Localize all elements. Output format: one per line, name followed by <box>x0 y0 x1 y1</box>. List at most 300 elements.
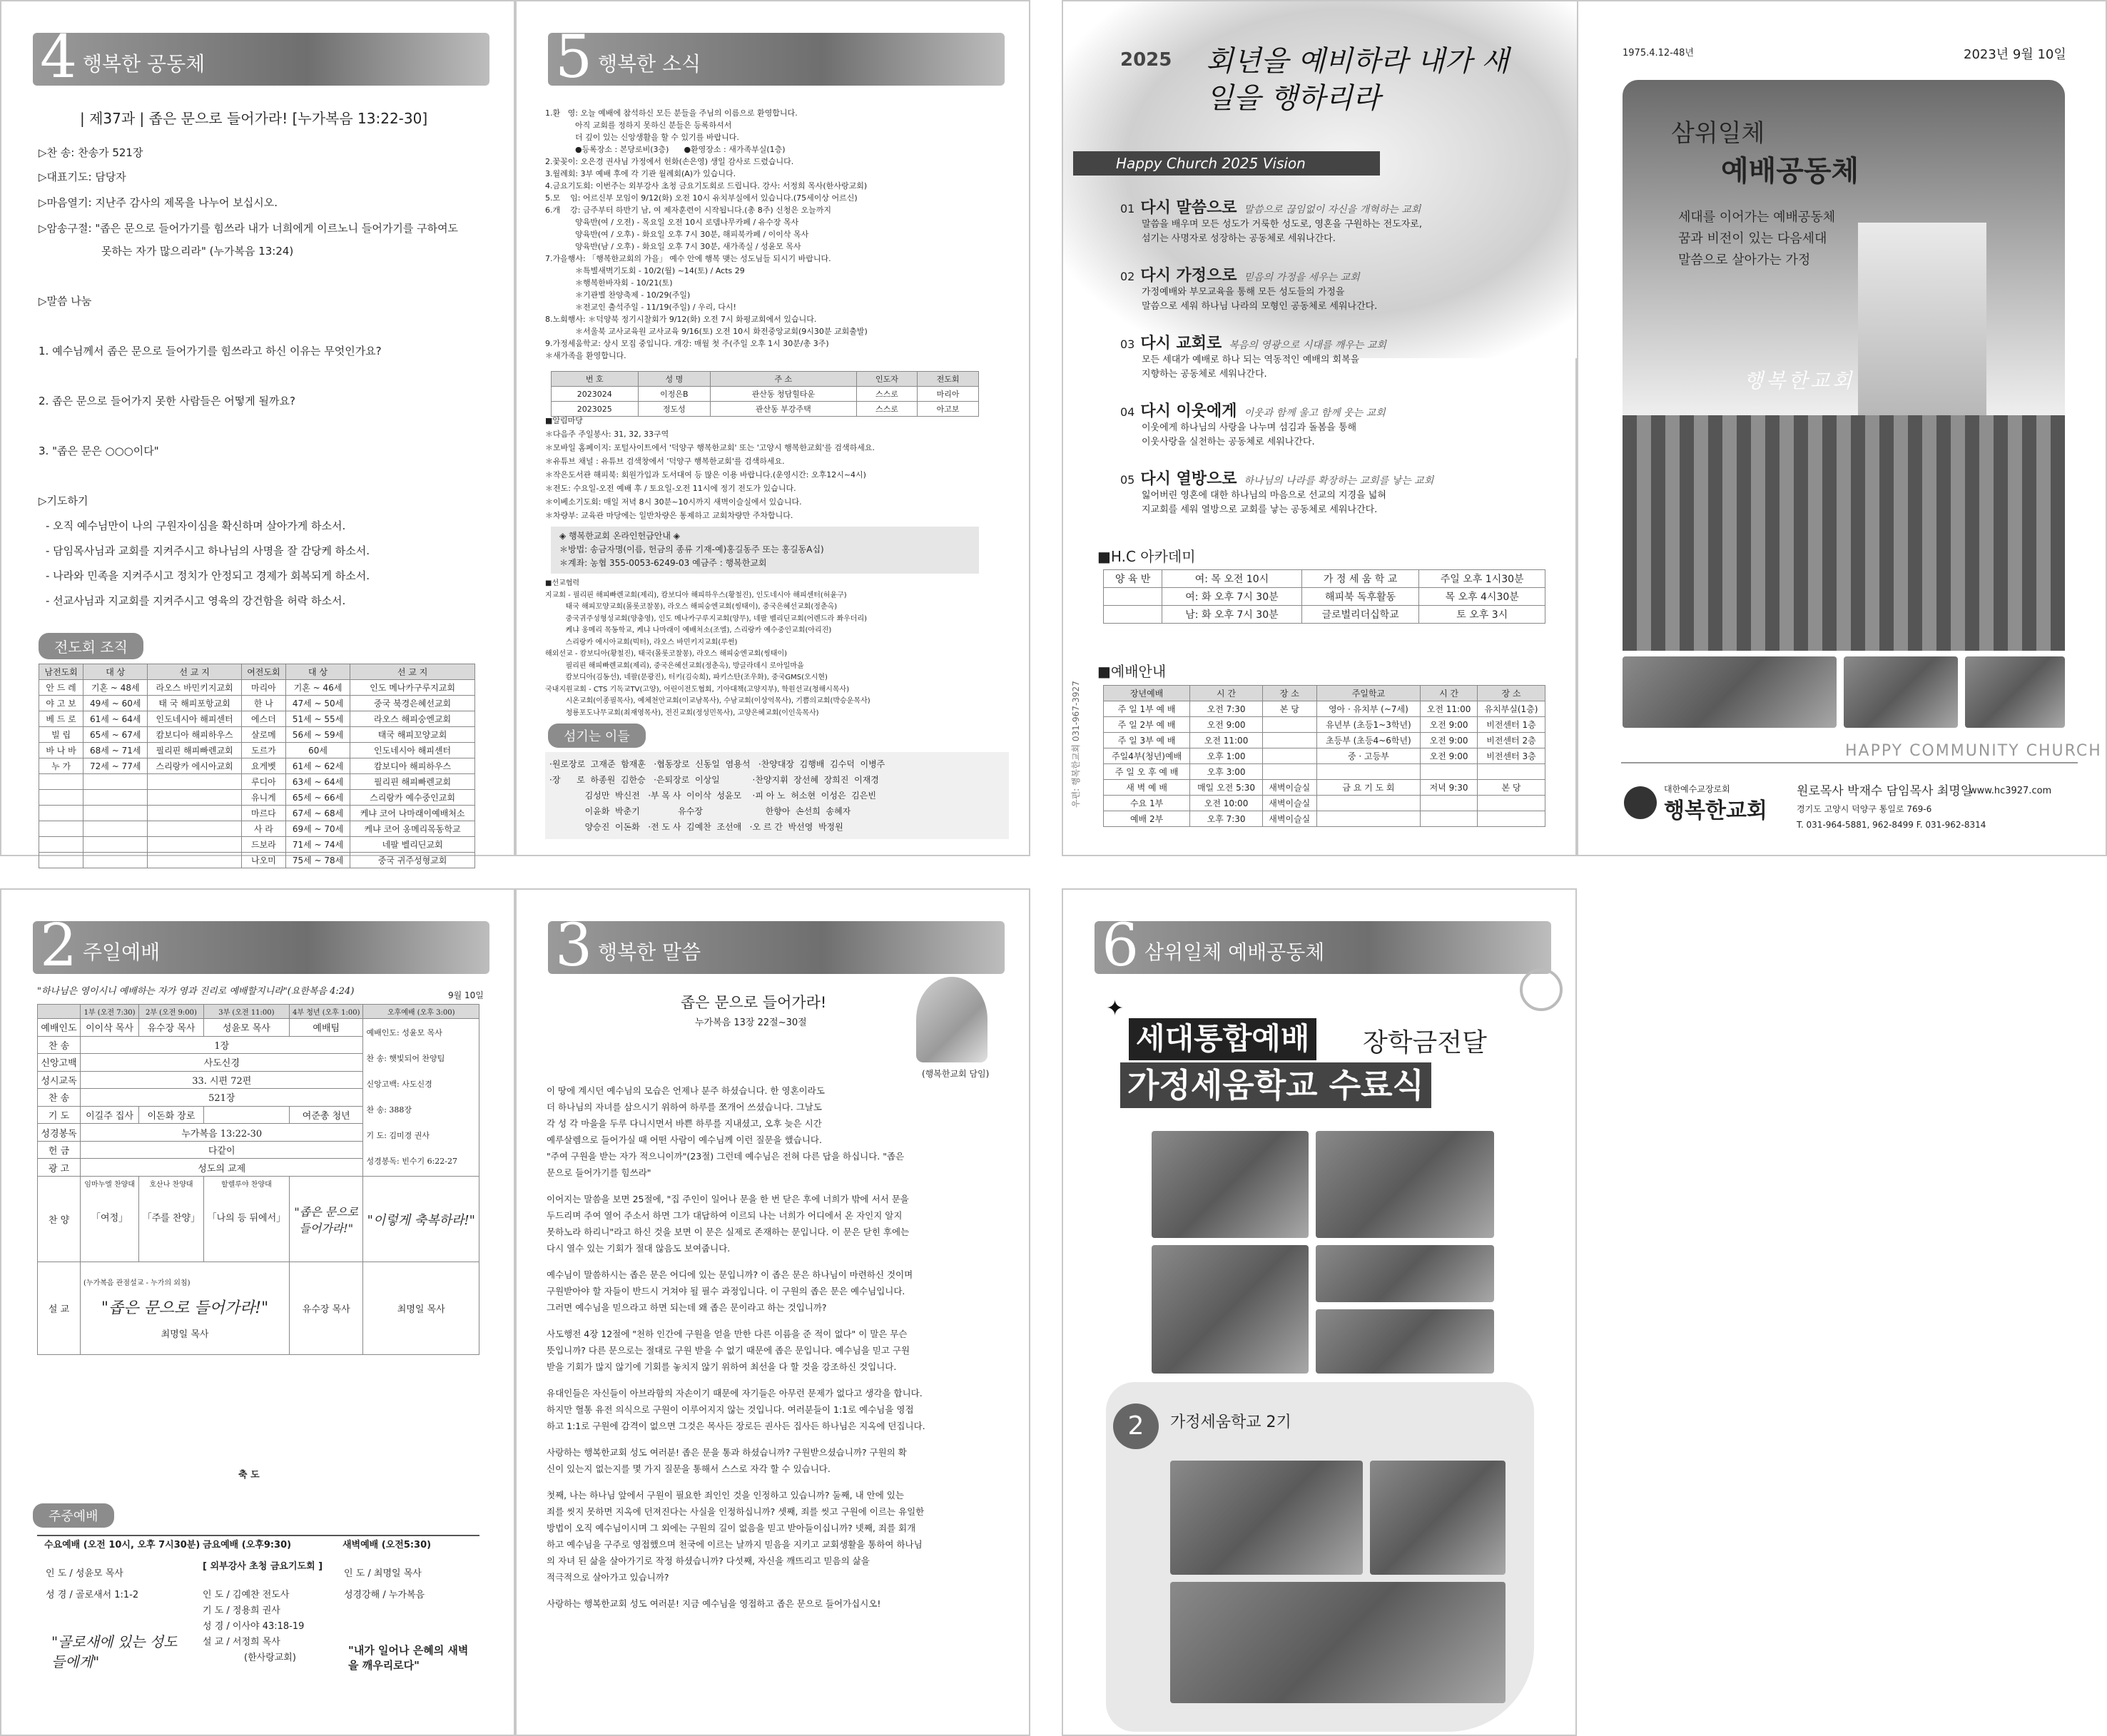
section-title: 행복한 말씀 <box>598 940 701 964</box>
table-cell: 요게벳 <box>241 758 285 774</box>
pastor-photo <box>916 977 988 1062</box>
afternoon-item: 찬 송: 햇빛되어 찬양팀 <box>366 1054 445 1063</box>
choir-name: 할렐루야 찬양대 <box>220 1181 272 1189</box>
table-cell: 나오미 <box>241 853 285 868</box>
table-cell <box>1262 748 1316 764</box>
table-cell: 에스더 <box>241 711 285 727</box>
badge-number: 2 <box>1113 1403 1159 1449</box>
row-label: 성시교독 <box>38 1071 81 1089</box>
row-label: 성경봉독 <box>38 1124 81 1142</box>
table-row <box>39 774 475 790</box>
table-cell: 오전 11:00 <box>1190 733 1263 748</box>
table-row <box>1104 748 1545 764</box>
vision-desc: 지교회를 세워 열방으로 교회를 낳는 공동체로 세워나간다. <box>1142 504 1378 515</box>
worship-order-table <box>37 1004 479 1355</box>
table-cell <box>1421 811 1478 827</box>
row-label: 광 고 <box>38 1159 81 1177</box>
vision-heading <box>1120 331 1563 353</box>
text-line: 더 깊이 있는 신앙생활을 할 수 있기를 바랍니다. <box>545 133 739 142</box>
table-cell: 2023024 <box>552 387 639 402</box>
choir-song: 「나의 등 뒤에서」 <box>207 1213 286 1224</box>
vision-desc: 이웃사랑을 실천하는 공동체로 세워나간다. <box>1142 437 1315 447</box>
text-line: 하지만 혈통 유전 의식으로 구원이 이루어지지 않는 것입니다. 여러분들이 1:1로 예수님을 영접 <box>547 1404 914 1415</box>
table-cell: 도르가 <box>241 743 285 758</box>
table-cell: 65세 ~ 67세 <box>83 727 148 743</box>
text-line: 8.노회행사: ＊덕양북 정기시찰회가 9/12(화) 오전 7시 화평교회에서 있습니다. <box>545 315 817 324</box>
vision-slogan: 회년을 예비하라 내가 새 일을 행하리라 <box>1206 45 1509 115</box>
section-header <box>1095 912 1551 980</box>
table-cell <box>39 774 83 790</box>
table-cell: 글로벌리더십학교 <box>1301 606 1419 624</box>
table-cell: 여준총 청년 <box>290 1106 363 1124</box>
address: 경기도 고양시 덕양구 통일로 769-6 <box>1797 804 1932 814</box>
section-header <box>548 24 1005 91</box>
sermon-paragraph <box>547 1444 1003 1477</box>
table-cell: 유수장 목사 <box>139 1019 204 1037</box>
sermon-speaker: 최명일 목사 <box>161 1329 209 1340</box>
table-cell: 본 당 <box>1477 780 1545 796</box>
sermon-title: 좁은 문으로 들어가라! <box>681 994 827 1011</box>
table-cell: 성도의 교제 <box>81 1159 363 1177</box>
text-line: 죄를 씻지 못하면 지옥에 던져진다는 사실을 인정하십니까? 셋째, 죄를 씻고 구원에 이르는 유일한 <box>547 1506 925 1517</box>
text-line: 양승진 이돈화 ·전 도 사 김예찬 조선애 ·오 르 간 박선영 박정원 <box>549 822 843 832</box>
table-cell <box>1262 764 1316 780</box>
text-line: ＊전교인 출석주일 - 11/19(주일) / 우리, 다시! <box>545 303 736 312</box>
table-cell: 이이삭 목사 <box>81 1019 139 1037</box>
text-line: ＊방법: 송금자명(이름, 헌금의 종류 기재-예)홍길동주 또는 홍길동A십) <box>559 544 824 554</box>
table-cell: 주 일 1부 예 배 <box>1104 701 1190 717</box>
text-line: 시온교회(이종필목사), 예체천안교회(이교남목사), 수남교회(이상억목사), 기쁨의교회(박승운목사) <box>545 697 870 705</box>
table-cell: 새벽이슬실 <box>1262 811 1316 827</box>
table-cell: 비전센터 1층 <box>1477 717 1545 733</box>
text-line: 6.개 강: 금주부터 하반기 남, 여 제자훈련이 시작됩니다.(총 8주) 신청은 오늘까지 <box>545 205 832 215</box>
choir-song: 「주를 찬양」 <box>142 1213 200 1224</box>
text-line: 사랑하는 행복한교회 성도 여러분! 좁은 문을 통과 하셨습니까? 구원받으셨습니까? 구원의 확 <box>547 1447 907 1458</box>
text-line: 지교회 - 필리핀 해피빠렌교회(제리), 캄보디아 해피하우스(황철진), 인도네시아 해피센터(허윤구) <box>545 591 847 599</box>
table-header-cell: 대 상 <box>83 664 148 680</box>
table-header-cell: 인도자 <box>856 372 918 387</box>
study-row: ▷암송구절: "좁은 문으로 들어가기를 힘쓰라 내가 너희에게 이르노니 들어가기를 구하여도 <box>39 222 459 235</box>
table-cell: 61세 ~ 64세 <box>83 711 148 727</box>
table-cell <box>39 806 83 821</box>
text-line: 문으로 들어가기를 힘쓰라" <box>547 1167 651 1178</box>
table-cell: 여: 목 오전 10시 <box>1162 570 1302 588</box>
text-line: 5.모 임: 어르신부 모임이 9/12(화) 오전 10시 유치부실에서 있습니다.(75세이상 어르신) <box>545 193 858 203</box>
table-cell: 케냐 코어 나마래이예배처소 <box>350 806 475 821</box>
table-cell: 오전 11:00 <box>1421 701 1478 717</box>
prayer-item: - 선교사님과 지교회를 지켜주시고 영육의 강건함을 허락 하소서. <box>46 594 346 607</box>
text-line: 양육반(남 / 오후) - 화요일 오후 7시 30분, 새가족실 / 성윤모 목사 <box>545 242 801 251</box>
table-cell: 해피북 독후활동 <box>1301 588 1419 606</box>
text-line: 케냐 옹메리 목동학교, 케냐 나마래이 예배처소(조엘), 스리랑카 예수중인교회(아리진) <box>545 626 832 634</box>
table-cell: 바 나 바 <box>39 743 83 758</box>
text-line: ＊전도: 수요일-오전 예배 후 / 토요일-오전 11시에 정기 전도가 있습니다. <box>545 484 796 493</box>
text-line: ＊다음주 주일봉사: 31, 32, 33구역 <box>545 430 669 439</box>
text-line: ＊작은도서관 해피북: 회원가입과 도서대여 등 많은 이용 바랍니다.(운영시간: 오후12시~4시) <box>545 470 866 479</box>
study-row: ▷찬 송: 찬송가 521장 <box>39 146 143 159</box>
table-cell: 라오스 바민키지교회 <box>148 680 241 696</box>
vision-title: 다시 말씀으로 <box>1140 199 1237 217</box>
text-line: 캄보디아(김동선), 네팔(문광진), 터키(김숙희), 파키스탄(조우화), 중국GMS(오시현) <box>545 674 828 681</box>
table-row <box>1104 717 1545 733</box>
text-line: "주여 구원을 받는 자가 적으니이까"(23절) 그런데 예수님은 전혀 다른 답을 하십니다. "좁은 <box>547 1151 905 1162</box>
afternoon-column <box>363 1019 479 1177</box>
row-label: 찬 송 <box>38 1089 81 1107</box>
vision-subtitle: 믿음의 가정을 세우는 교회 <box>1244 272 1360 283</box>
worship-photo <box>1965 656 2065 728</box>
dawn-item: 성경강해 / 누가복음 <box>344 1590 425 1600</box>
text-line: 유대인들은 자신들이 아브라함의 자손이기 때문에 자기들은 아무런 문제가 없다고 생각을 합니다. <box>547 1388 923 1399</box>
table-cell: 필리핀 해피빠렌교회 <box>148 743 241 758</box>
table-cell: 스스로 <box>856 402 918 417</box>
table-cell: 인도 메나카구루지교회 <box>350 680 475 696</box>
choir-name: 호산나 찬양대 <box>149 1181 193 1189</box>
text-line: 이윤화 박춘기 유수장 한향아 손선희 송혜자 <box>549 806 851 816</box>
wed-item: 성 경 / 골로새서 1:1-2 <box>46 1590 139 1600</box>
sermon-body <box>547 1082 1003 1622</box>
table-cell: 누 가 <box>39 758 83 774</box>
row-label: 신앙고백 <box>38 1054 81 1072</box>
website-link[interactable]: www.hc3927.com <box>1969 786 2052 796</box>
table-cell <box>39 853 83 868</box>
table-cell: 관산동 부강주택 <box>711 402 856 417</box>
table-cell <box>148 774 241 790</box>
page-7-vision <box>1062 0 1577 856</box>
table-cell <box>1262 717 1316 733</box>
table-cell <box>1316 764 1421 780</box>
side-note: 우편: 행복한교회 031-967-3927 <box>1071 681 1081 808</box>
youth-sermon: "좁은 문으로 들어가라!" <box>290 1177 363 1262</box>
table-cell: 유치부실(1층) <box>1477 701 1545 717</box>
text-line: ＊행복한바자회 - 10/21(토) <box>545 278 673 288</box>
table-cell <box>1477 811 1545 827</box>
text-line: 의 자녀 된 삶을 살아가기로 작정 하셨습니까? 다섯째, 자신을 깨뜨리고 믿음의 삶을 <box>547 1555 870 1566</box>
table-cell: 65세 ~ 66세 <box>285 790 350 806</box>
text-line: 구원받아야 할 자들이 반드시 거쳐야 될 필수 과정입니다. 이 구원의 좁은 문은 예수님입니다. <box>547 1286 905 1296</box>
table-cell: 마리아 <box>918 387 979 402</box>
table-cell: 베 드 로 <box>39 711 83 727</box>
table-cell: 중국 북경은혜선교회 <box>350 696 475 711</box>
table-cell: 오전 9:00 <box>1421 733 1478 748</box>
vision-desc: 지향하는 공동체로 세워나간다. <box>1142 369 1267 380</box>
table-cell: 저녁 9:30 <box>1421 780 1478 796</box>
church-logo <box>1624 786 1657 819</box>
table-cell: 이길주 집사 <box>81 1106 139 1124</box>
text-line: ■알림마당 <box>545 416 583 425</box>
table-cell: 네팔 벨리딘교회 <box>350 837 475 853</box>
text-line: 아직 교회를 정하지 못하신 분들은 등록하셔서 <box>545 121 732 130</box>
text-line: 적극적으로 살아가고 있습니까? <box>547 1572 669 1583</box>
banner-2: 가정세움학교 수료식 <box>1120 1062 1431 1108</box>
prayer-label: ▷기도하기 <box>39 494 88 507</box>
table-row <box>38 1177 479 1262</box>
vision-desc: 잃어버린 영혼에 대한 하나님의 마음으로 선교의 지경을 넓혀 <box>1142 490 1386 501</box>
text-line: 3.월례회: 3부 예배 후에 각 기관 월례회(A)가 있습니다. <box>545 169 736 178</box>
text-line: 하고 1:1로 구원에 감격이 없으면 그것은 목사든 장로든 권사든 집사든 하나님은 지옥에 던집니다. <box>547 1421 925 1431</box>
text-line: ■선교협력 <box>545 579 580 587</box>
afternoon-sermon: "이렇게 축복하라!" <box>363 1177 479 1262</box>
table-header-cell: 장 소 <box>1262 686 1316 701</box>
table-cell: 태국 해피꼬양교회 <box>350 727 475 743</box>
table-header-cell: 남전도회 <box>39 664 83 680</box>
table-cell: 사 라 <box>241 821 285 837</box>
table-cell: 주일4부(청년)예배 <box>1104 748 1190 764</box>
sermon-paragraph <box>547 1191 1003 1257</box>
table-cell: 영아 · 유치부 (~7세) <box>1316 701 1421 717</box>
table-cell: 69세 ~ 70세 <box>285 821 350 837</box>
table-cell <box>83 806 148 821</box>
table-cell: 63세 ~ 64세 <box>285 774 350 790</box>
table-cell: 남: 화 오후 7시 30분 <box>1162 606 1302 624</box>
vision-year: 2025 <box>1120 49 1172 71</box>
table-cell: 사도신경 <box>81 1054 363 1072</box>
table-cell: 누가복음 13:22-30 <box>81 1124 363 1142</box>
table-row <box>39 680 475 696</box>
table-cell <box>1421 764 1478 780</box>
text-line: ◈ 행복한교회 온라인헌금안내 ◈ <box>559 531 681 541</box>
share-label: ▷말씀 나눔 <box>39 295 92 308</box>
table-row <box>1104 588 1545 606</box>
table-cell: 드보라 <box>241 837 285 853</box>
table-cell: 본 당 <box>1262 701 1316 717</box>
text-line: ＊차량부: 교육관 마당에는 일반차량은 통제하고 교회차량만 주차합니다. <box>545 511 793 520</box>
table-cell: 1장 <box>81 1036 363 1054</box>
table-cell: 오전 7:30 <box>1190 701 1263 717</box>
table-cell <box>148 837 241 853</box>
event-photo <box>1152 1131 1309 1238</box>
vision-subtitle: 이웃과 함께 울고 함께 웃는 교회 <box>1244 407 1386 419</box>
text-line: 그러면 예수님을 믿으라고 하면 되는데 왜 좁은 문이라고 하는 것입니까? <box>547 1302 827 1313</box>
table-cell: 새벽이슬실 <box>1262 796 1316 811</box>
table-cell <box>83 821 148 837</box>
table-header-cell: 오후예배 (오후 3:00) <box>363 1005 479 1019</box>
afternoon-item: 예배인도: 성윤모 목사 <box>366 1028 442 1037</box>
table-cell: 51세 ~ 55세 <box>285 711 350 727</box>
fri-item: 기 도 / 정용희 권사 <box>203 1605 280 1616</box>
afternoon-item: 기 도: 김미경 권사 <box>366 1131 430 1140</box>
table-cell: 태 국 해피포항교회 <box>148 696 241 711</box>
table-cell: 새벽이슬실 <box>1262 780 1316 796</box>
sermon-paragraph <box>547 1487 1003 1585</box>
table-cell: 이돈화 장로 <box>139 1106 204 1124</box>
divider <box>1621 762 2078 763</box>
table-cell: 양 육 반 <box>1104 570 1162 588</box>
table-cell: 중국 귀주성형교회 <box>350 853 475 868</box>
table-row <box>1104 796 1545 811</box>
fri-box: [ 외부강사 초청 금요기도회 ] <box>203 1561 323 1572</box>
page-5-news <box>515 0 1030 856</box>
table-header-cell: 성 명 <box>638 372 711 387</box>
text-line: 이어지는 말씀을 보면 25절에, "집 주인이 일어나 문을 한 번 닫은 후에 너희가 밖에 서서 문을 <box>547 1194 909 1204</box>
vision-desc: 말씀을 배우며 모든 성도가 거룩한 성도로, 영혼을 구원하는 전도자로, <box>1142 219 1422 230</box>
section-header <box>33 912 489 980</box>
table-cell <box>1104 588 1162 606</box>
table-cell: 성윤모 목사 <box>203 1019 289 1037</box>
worship-photo <box>1844 656 1958 728</box>
text-line: 받을 기회가 많지 않기에 기회를 놓치지 않기 위하여 최선을 다 할 것을 강조하신 것입니다. <box>547 1361 897 1372</box>
vision-desc: 말씀으로 세워 하나님 나라의 모형인 공동체로 세워나간다. <box>1142 301 1378 312</box>
text-line: 4.금요기도회: 이번주는 외부강사 초청 금요기도회로 드립니다. 강사: 서정희 목사(한사랑교회) <box>545 181 868 191</box>
table-cell: 49세 ~ 60세 <box>83 696 148 711</box>
table-row <box>38 1262 479 1355</box>
table-cell: 여: 화 오후 7시 30분 <box>1162 588 1302 606</box>
divider <box>37 1535 479 1536</box>
prayer-item: - 오직 예수님만이 나의 구원자이심을 확신하며 살아가게 하소서. <box>46 519 346 532</box>
table-cell: 관산동 청담힐타운 <box>711 387 856 402</box>
text-line: 해외선교 - 캄보디아(황철진), 태국(몰롯코찰몽), 라오스 해피숭엔교회(씽태이) <box>545 650 788 658</box>
table-header-cell: 장년예배 <box>1104 686 1190 701</box>
table-cell: 71세 ~ 74세 <box>285 837 350 853</box>
table-cell: 매일 오전 5:30 <box>1190 780 1263 796</box>
text-line: ＊새가족을 환영합니다. <box>545 351 626 360</box>
text-line: 두드리며 주여 열어 주소서 하면 그가 대답하여 이르되 나는 너희가 어디에서 온 자인지 알지 <box>547 1210 903 1221</box>
text-line: ＊유튜브 채널 : 유튜브 검색창에서 '덕양구 행복한교회'를 검색하세요. <box>545 457 785 466</box>
table-header-row <box>39 664 475 680</box>
table-cell: 캄보디아 해피하우스 <box>350 758 475 774</box>
fri-item: 인 도 / 김예찬 전도사 <box>203 1590 290 1600</box>
vision-number: 01 <box>1120 202 1135 215</box>
prayer-item: - 담임목사님과 교회를 지켜주시고 하나님의 사명을 잘 감당케 하소서. <box>46 544 370 557</box>
table-cell <box>148 806 241 821</box>
table-cell: 기혼 ~ 48세 <box>83 680 148 696</box>
vision-title: 다시 열방으로 <box>1140 470 1237 488</box>
table-cell: 아고보 <box>918 402 979 417</box>
building-facade <box>1623 415 2065 651</box>
tagline: HAPPY COMMUNITY CHURCH <box>1845 742 2102 760</box>
table-row <box>1104 733 1545 748</box>
table-cell: 인도네시아 해피센터 <box>148 711 241 727</box>
table-cell <box>148 790 241 806</box>
vision-heading <box>1120 467 1563 489</box>
cover-line: 세대를 이어가는 예배공동체 <box>1678 210 1836 225</box>
table-cell: 스스로 <box>856 387 918 402</box>
study-row: ▷대표기도: 담당자 <box>39 171 126 183</box>
question-1: 1. 예수님께서 좁은 문으로 들어가기를 힘쓰라고 하신 이유는 무엇인가요? <box>39 345 382 357</box>
choir-cell <box>203 1177 289 1262</box>
table-header-cell: 3부 (오전 11:00) <box>203 1005 289 1019</box>
table-header-cell: 번 호 <box>552 372 639 387</box>
academy-title: ■H.C 아카데미 <box>1097 548 1196 565</box>
study-row: 못하는 자가 많으리라" (누가복음 13:24) <box>101 245 294 258</box>
event-photo <box>1370 1461 1506 1575</box>
table-header-cell: 장 소 <box>1477 686 1545 701</box>
table-cell: 유년부 (초등1~3학년) <box>1316 717 1421 733</box>
table-header-row <box>38 1005 479 1019</box>
text-line: 더 하나님의 자녀를 삼으시기 위하여 하루를 쪼개어 쓰셨습니다. 그날도 <box>547 1102 822 1112</box>
page-3-sermon <box>515 888 1030 1736</box>
sermon-ref: (누가복음 관점설교 - 누가의 외침) <box>83 1279 191 1287</box>
table-cell <box>83 837 148 853</box>
cover-title-2: 예배공동체 <box>1721 155 1859 188</box>
study-row: ▷마음열기: 지난주 감사의 제목을 나누어 보십시오. <box>39 196 278 209</box>
text-line: 7.가을행사: 「행복한교회의 가을」 예수 안에 행복 맺는 성도님들 되시기 바랍니다. <box>545 254 831 263</box>
page-2-sunday-worship <box>0 888 515 1736</box>
table-cell: 목 오후 4시30분 <box>1419 588 1545 606</box>
afternoon-speaker: 최명일 목사 <box>363 1262 479 1355</box>
table-cell <box>1477 764 1545 780</box>
fri-item: 설 교 / 서정희 목사 <box>203 1637 280 1648</box>
table-cell: 60세 <box>285 743 350 758</box>
text-line: 양육반(여 / 오후) - 화요일 오후 7시 30분, 해피북카페 / 이이삭 목사 <box>545 230 809 239</box>
text-line: 사랑하는 행복한교회 성도 여러분! 지금 예수님을 영접하고 좁은 문으로 들어가십시오! <box>547 1598 881 1609</box>
pastor-caption: (행복한교회 담임) <box>922 1069 990 1079</box>
text-line: 방법이 오직 예수님이시며 그 외에는 구원의 길이 없음을 믿고 받아들이십니까? 넷째, 죄를 회개 <box>547 1523 916 1533</box>
text-line: 다시 열수 있는 기회가 절대 않음도 보여줍니다. <box>547 1243 731 1254</box>
prayer-item: - 나라와 민족을 지켜주시고 정치가 안정되고 경제가 회복되게 하소서. <box>46 569 370 582</box>
table-cell: 오전 9:00 <box>1421 748 1478 764</box>
vision-title: 다시 교회로 <box>1140 335 1222 352</box>
table-cell <box>83 790 148 806</box>
table-header-cell: 여전도회 <box>241 664 285 680</box>
decorative-circle <box>1520 968 1563 1011</box>
phone: T. 031-964-5881, 962-8499 F. 031-962-8314 <box>1797 820 1986 830</box>
table-cell: 유니게 <box>241 790 285 806</box>
sermon-paragraph <box>547 1595 1003 1612</box>
page-4-community <box>0 0 515 866</box>
vision-item <box>1120 467 1563 517</box>
table-cell: 주일 오후 1시30분 <box>1419 570 1545 588</box>
table-cell <box>1316 811 1421 827</box>
table-row <box>1104 701 1545 717</box>
worship-schedule-table <box>1103 685 1545 827</box>
text-line: 태국 해피꼬양교회(몰롯코찰몽), 라오스 해피숭엔교회(씽태이), 중국은혜선교회(정춘옥) <box>545 603 838 611</box>
table-cell <box>1316 796 1421 811</box>
table-cell <box>39 790 83 806</box>
row-label: 설 교 <box>38 1262 81 1355</box>
vision-heading <box>1120 196 1563 218</box>
table-cell: 스리랑카 에시아교회 <box>148 758 241 774</box>
table-cell: 오후 7:30 <box>1190 811 1263 827</box>
sermon-paragraph <box>547 1267 1003 1316</box>
text-line: ·장 로 하종원 김한승 ·은퇴장로 이상일 ·찬양지휘 장선혜 장희진 이재경 <box>549 775 879 785</box>
table-header-cell: 선 교 지 <box>350 664 475 680</box>
table-cell: 다같이 <box>81 1141 363 1159</box>
table-cell: 오전 9:00 <box>1421 717 1478 733</box>
table-cell: 금 요 기 도 회 <box>1316 780 1421 796</box>
table-cell: 67세 ~ 68세 <box>285 806 350 821</box>
row-label: 찬 송 <box>38 1036 81 1054</box>
vision-list <box>1120 196 1563 534</box>
table-header-cell: 4부 청년 (오후 1:00) <box>290 1005 363 1019</box>
table-header-cell: 시 간 <box>1190 686 1263 701</box>
text-line: 김성만 박신전 ·부 목 사 이이삭 성윤모 ·피 아 노 허소현 이성은 김은빈 <box>549 791 876 801</box>
table-cell <box>39 821 83 837</box>
table-cell: 케냐 코어 옹메리목동학교 <box>350 821 475 837</box>
fri-heading: 금요예배 (오후9:30) <box>203 1540 292 1550</box>
church-name: 행복한교회 <box>1664 798 1767 823</box>
vision-number: 04 <box>1120 405 1135 419</box>
table-cell: 오전 9:00 <box>1190 717 1263 733</box>
academy-table <box>1103 569 1545 624</box>
table-cell <box>1421 796 1478 811</box>
table-row <box>39 743 475 758</box>
mission-org-pill: 전도회 조직 <box>39 633 143 659</box>
table-cell: 새 벽 예 배 <box>1104 780 1190 796</box>
table-cell <box>83 774 148 790</box>
text-line: ●등록장소 : 본당로비(3층) ●환영장소 : 새가족부실(1층) <box>545 145 786 154</box>
table-cell: 정도성 <box>638 402 711 417</box>
text-line: ＊기관별 찬양축제 - 10/29(주일) <box>545 290 691 300</box>
table-cell: 마리아 <box>241 680 285 696</box>
table-row <box>1104 764 1545 780</box>
dawn-heading: 새벽예배 (오전5:30) <box>342 1540 432 1550</box>
text-line: 스리랑카 에시아교회(빅터), 라오스 바민키지교회(루썬) <box>545 638 738 646</box>
question-3: 3. "좁은 문은 ○○○이다" <box>39 445 159 457</box>
table-row <box>39 853 475 868</box>
text-line: 각 성 각 마을을 두루 다니시면서 바쁜 하루를 지내셨고, 오후 늦은 시간 <box>547 1118 822 1129</box>
table-cell <box>203 1106 289 1124</box>
table-header-cell: 1부 (오전 7:30) <box>81 1005 139 1019</box>
